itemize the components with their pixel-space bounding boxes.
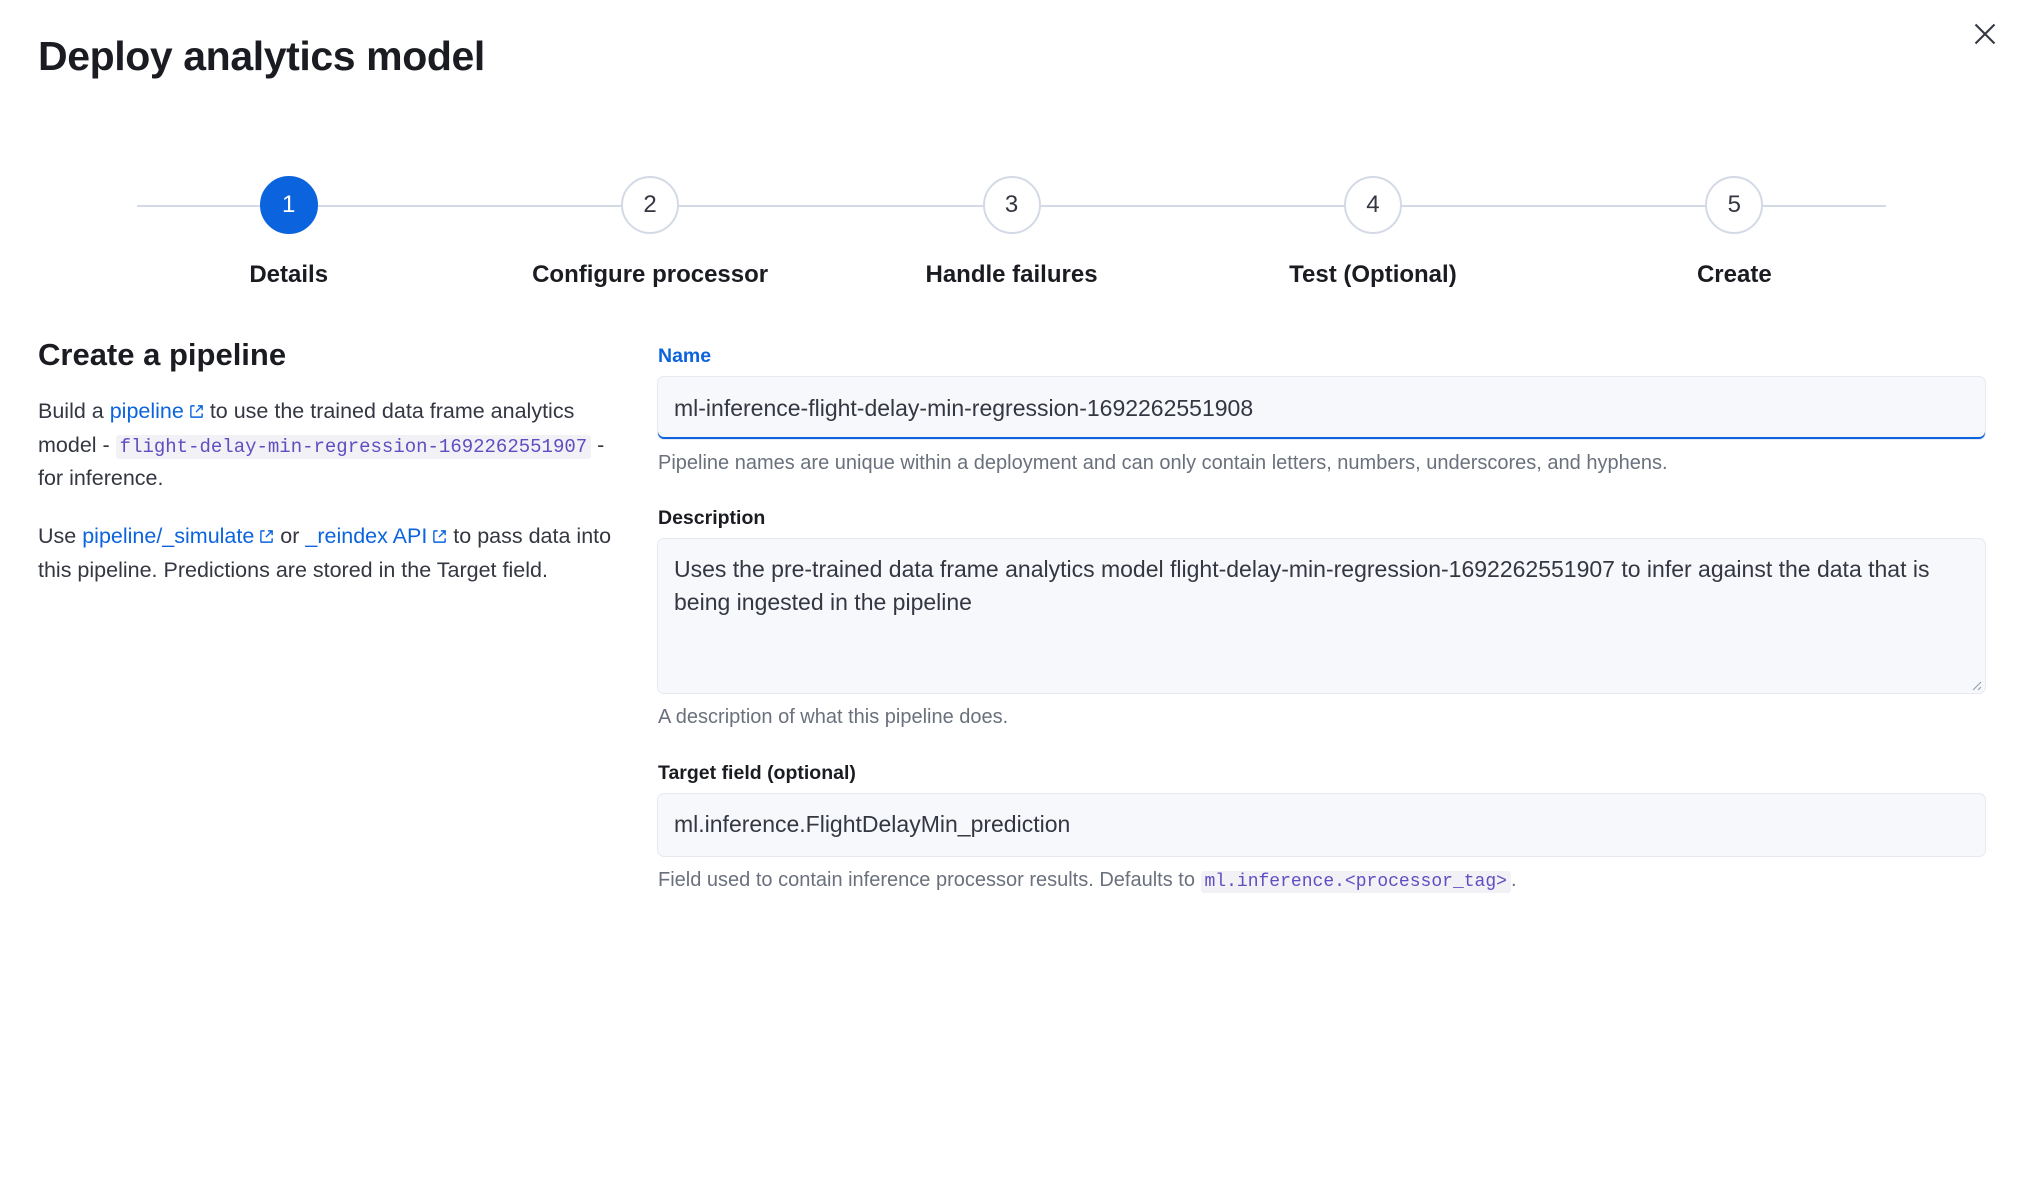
step-2-number: 2 [621,176,679,234]
text-after-pipeline-link: to use the trained data frame analytics model - [38,399,575,457]
form-column [658,337,1985,925]
name-form-row [658,345,1985,477]
text-tail-paragraph-2: to pass data into this pipeline. Predictions are stored in the Target field. [38,524,612,582]
target-field-label: Target field (optional) [658,761,856,784]
close-icon[interactable] [1965,14,2005,54]
pipeline-simulate-link[interactable]: pipeline/_simulate [82,524,255,549]
pipeline-description-paragraph [38,395,618,494]
description-textarea[interactable] [658,539,1985,693]
info-column [38,337,658,925]
pipeline-docs-link[interactable]: pipeline [109,399,184,423]
reindex-api-link[interactable]: _reindex API [305,524,428,549]
text-before-simulate-link: Use [38,524,83,549]
simulate-reindex-paragraph [38,520,618,586]
description-label: Description [658,507,766,530]
step-1-number: 1 [260,176,318,234]
step-2-configure-processor[interactable] [469,176,830,289]
target-field-default-code: ml.inference.<processor_tag> [1201,871,1511,893]
step-3-handle-failures[interactable] [831,176,1192,289]
name-help-text: Pipeline names are unique within a deployment and can only contain letters, numbers, underscores, and hyphens. [658,452,1668,474]
model-id-code: flight-delay-min-regression-1692262551907 [116,435,591,459]
step-2-label: Configure processor [532,261,769,288]
step-5-label: Create [1696,261,1772,288]
step-4-number: 4 [1344,176,1402,234]
description-form-row [658,507,1985,731]
page-title: Deploy analytics model [38,33,485,79]
name-label: Name [658,345,712,367]
description-help-text: A description of what this pipeline does. [658,706,1009,729]
step-4-test-optional[interactable] [1192,176,1553,289]
external-link-icon [432,521,447,554]
text-tail-paragraph-1: - for inference. [38,432,605,490]
external-link-icon [189,396,204,429]
step-3-number: 3 [983,176,1041,234]
step-3-label: Handle failures [925,261,1098,288]
target-field-input[interactable] [658,794,1985,856]
text-between-links: or [274,524,306,549]
target-field-help-after: . [1510,868,1517,891]
external-link-icon [259,521,274,554]
step-1-label: Details [249,261,329,288]
target-field-form-row [658,762,1985,896]
name-input[interactable] [658,377,1985,439]
step-5-create[interactable] [1554,176,1915,289]
step-5-number: 5 [1705,176,1763,234]
modal-body [0,337,2023,925]
target-field-help-text [658,866,1985,896]
step-4-label: Test (Optional) [1289,261,1457,288]
step-1-details[interactable] [108,176,469,289]
step-indicator [0,176,2023,289]
target-field-help-before: Field used to contain inference processor results. Defaults to [658,868,1201,891]
text-before-pipeline-link: Build a [38,399,110,423]
section-heading: Create a pipeline [38,337,287,372]
